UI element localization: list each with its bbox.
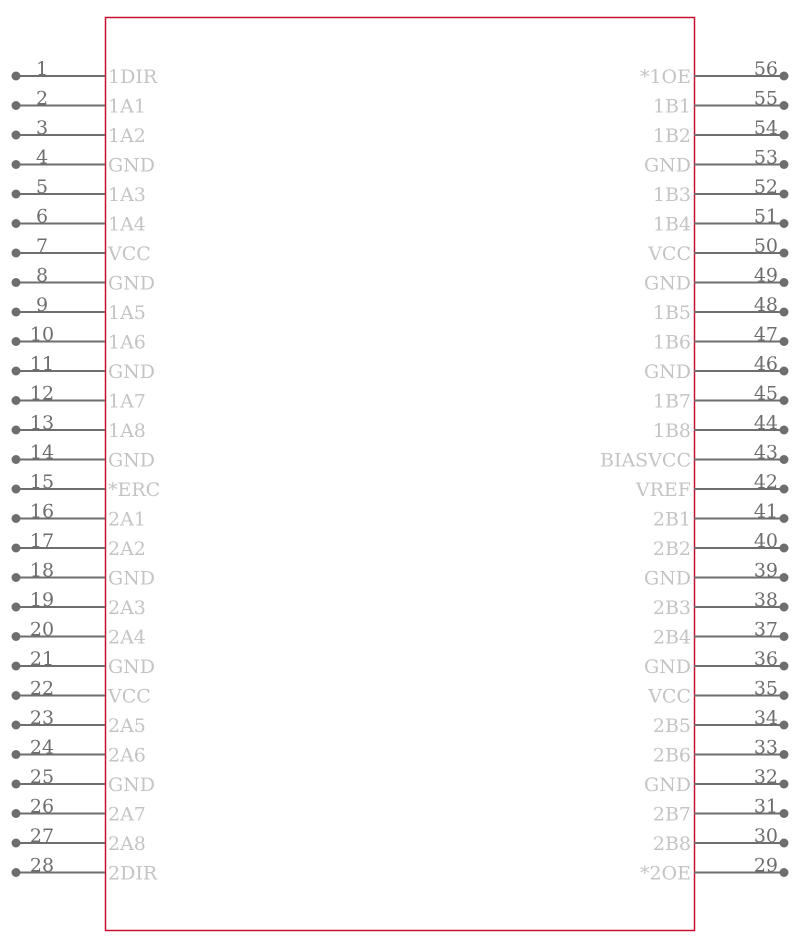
pin-name-label: 2B3 (652, 597, 691, 619)
pin-name-label: VREF (635, 479, 691, 501)
pin-endpoint-dot (12, 839, 21, 848)
pin-endpoint-dot (780, 249, 789, 258)
pin-endpoint-dot (780, 426, 789, 435)
pin-name-label: 2B2 (652, 538, 691, 560)
pin-number: 29 (753, 854, 778, 877)
pin-endpoint-dot (780, 750, 789, 759)
pin-number: 31 (753, 795, 778, 818)
pin-47 (653, 324, 789, 354)
pin-name-label: 1B7 (652, 390, 691, 413)
pin-endpoint-dot (12, 160, 21, 169)
pin-21 (12, 648, 156, 678)
pin-20 (12, 619, 146, 649)
left-pin-group (12, 58, 161, 885)
pin-name-label: GND (108, 656, 156, 678)
pin-16 (12, 501, 146, 531)
pin-number: 23 (29, 707, 55, 729)
pin-endpoint-dot (12, 750, 21, 759)
pin-25 (12, 766, 156, 796)
pin-number: 42 (753, 471, 778, 493)
pin-endpoint-dot (780, 721, 789, 730)
pin-32 (644, 766, 789, 796)
pin-endpoint-dot (780, 662, 789, 671)
pin-name-label: GND (643, 567, 691, 590)
pin-number: 35 (753, 677, 778, 700)
pin-endpoint-dot (12, 662, 21, 671)
pin-endpoint-dot (780, 337, 789, 346)
pin-name-label: 2A1 (108, 508, 146, 531)
pin-endpoint-dot (12, 219, 21, 228)
pin-35 (647, 678, 788, 708)
pin-endpoint-dot (12, 632, 21, 641)
pin-37 (653, 619, 789, 649)
pin-name-label: GND (643, 774, 691, 796)
pin-number: 11 (29, 353, 55, 375)
pin-number: 50 (753, 235, 778, 257)
pin-name-label: *1OE (639, 66, 691, 88)
pin-name-label: 1DIR (108, 66, 158, 88)
pin-number: 51 (753, 205, 778, 228)
pin-11 (12, 353, 156, 383)
pin-name-label: *2OE (639, 862, 691, 885)
pin-endpoint-dot (780, 573, 789, 582)
pin-name-label: 2A8 (108, 833, 146, 855)
pin-name-label: 2B6 (652, 744, 691, 767)
pin-endpoint-dot (780, 868, 789, 877)
pin-name-label: 2A4 (108, 626, 146, 649)
pin-endpoint-dot (780, 809, 789, 818)
pin-endpoint-dot (12, 544, 21, 553)
pin-27 (12, 825, 146, 855)
pin-14 (12, 442, 156, 472)
pin-endpoint-dot (12, 721, 21, 730)
pin-number: 39 (753, 559, 778, 582)
pin-number: 43 (753, 441, 778, 464)
pin-2 (12, 88, 146, 118)
pin-name-label: 1A7 (108, 390, 146, 413)
pin-endpoint-dot (780, 691, 789, 700)
pin-name-label: GND (108, 361, 156, 383)
pin-number: 54 (753, 117, 778, 139)
pin-number: 25 (29, 766, 55, 788)
pin-52 (653, 176, 789, 206)
pin-number: 27 (29, 825, 55, 847)
pin-33 (653, 737, 789, 767)
pin-51 (653, 206, 789, 236)
pin-number: 30 (753, 825, 778, 847)
pin-endpoint-dot (12, 780, 21, 789)
pin-28 (12, 855, 158, 885)
pin-number: 12 (29, 382, 55, 405)
pin-name-label: GND (108, 774, 156, 796)
pin-number: 49 (753, 264, 778, 287)
pin-endpoint-dot (780, 455, 789, 464)
pin-endpoint-dot (780, 780, 789, 789)
pin-12 (12, 383, 146, 413)
pin-17 (12, 530, 146, 560)
pin-number: 37 (753, 618, 778, 641)
pin-8 (12, 265, 156, 295)
pin-endpoint-dot (12, 485, 21, 494)
pin-endpoint-dot (12, 514, 21, 523)
pin-number: 6 (35, 205, 49, 228)
pin-18 (12, 560, 156, 590)
pin-name-label: 1B6 (652, 331, 691, 354)
pin-36 (644, 648, 789, 678)
pin-48 (653, 294, 789, 324)
pin-number: 5 (35, 176, 49, 198)
pin-endpoint-dot (12, 101, 21, 110)
pin-name-label: VCC (108, 685, 151, 708)
pin-number: 55 (753, 87, 778, 110)
pin-53 (644, 147, 789, 177)
pin-endpoint-dot (12, 396, 21, 405)
pin-endpoint-dot (780, 839, 789, 848)
pin-name-label: 2A6 (108, 744, 146, 767)
pin-number: 26 (29, 795, 55, 818)
pin-number: 56 (753, 58, 778, 80)
pin-number: 45 (753, 382, 778, 405)
pin-name-label: GND (108, 272, 156, 295)
pin-49 (644, 265, 789, 295)
pin-endpoint-dot (780, 308, 789, 317)
pin-number: 41 (753, 500, 778, 523)
pin-name-label: 2A2 (108, 538, 146, 560)
pin-endpoint-dot (12, 809, 21, 818)
pin-name-label: 1A8 (108, 420, 146, 442)
pin-endpoint-dot (780, 485, 789, 494)
pin-54 (653, 117, 789, 147)
pin-endpoint-dot (780, 101, 789, 110)
pin-name-label: GND (108, 449, 156, 472)
pin-endpoint-dot (12, 367, 21, 376)
pin-number: 46 (753, 353, 778, 375)
pin-42 (635, 471, 789, 501)
pin-number: 52 (753, 176, 778, 198)
pin-number: 15 (29, 471, 55, 493)
pin-number: 2 (35, 87, 49, 110)
pin-endpoint-dot (780, 278, 789, 287)
pin-number: 1 (35, 58, 49, 80)
pin-number: 20 (29, 618, 55, 641)
pin-endpoint-dot (780, 190, 789, 199)
pin-56 (640, 58, 789, 88)
pin-number: 33 (753, 736, 778, 759)
pin-endpoint-dot (780, 632, 789, 641)
pin-number: 13 (29, 412, 55, 434)
pin-24 (12, 737, 146, 767)
pin-endpoint-dot (12, 190, 21, 199)
pin-46 (644, 353, 789, 383)
pin-endpoint-dot (12, 691, 21, 700)
pin-41 (653, 501, 789, 531)
pin-number: 16 (29, 500, 55, 523)
pin-1 (12, 58, 158, 88)
pin-name-label: 2B5 (652, 715, 691, 737)
pin-name-label: VCC (648, 685, 691, 708)
pin-endpoint-dot (12, 868, 21, 877)
pin-7 (12, 235, 151, 265)
pin-name-label: VCC (648, 243, 691, 265)
pin-name-label: 2A3 (108, 597, 146, 619)
pin-endpoint-dot (12, 308, 21, 317)
pin-name-label: 1B3 (652, 184, 691, 206)
pin-44 (653, 412, 789, 442)
pin-name-label: 1B8 (652, 420, 691, 442)
pin-number: 14 (29, 441, 55, 464)
pin-3 (12, 117, 146, 147)
pin-6 (12, 206, 146, 236)
pin-name-label: 2DIR (108, 862, 158, 885)
pin-name-label: BIASVCC (599, 449, 691, 472)
pin-endpoint-dot (12, 278, 21, 287)
pin-name-label: GND (643, 272, 691, 295)
pin-name-label: 2B7 (652, 803, 691, 826)
pin-number: 34 (753, 707, 778, 729)
pin-endpoint-dot (780, 131, 789, 140)
pin-endpoint-dot (780, 72, 789, 81)
pin-38 (653, 589, 789, 619)
pin-name-label: 1B2 (652, 125, 691, 147)
pin-number: 9 (35, 294, 49, 316)
pin-endpoint-dot (780, 514, 789, 523)
pin-name-label: 1B1 (652, 95, 691, 118)
pin-22 (12, 678, 151, 708)
pin-number: 18 (29, 559, 55, 582)
pin-15 (12, 471, 161, 501)
pin-10 (12, 324, 146, 354)
pin-endpoint-dot (12, 131, 21, 140)
pin-name-label: 1A5 (108, 302, 146, 324)
pin-number: 8 (35, 264, 49, 287)
pin-34 (653, 707, 789, 737)
pin-endpoint-dot (780, 219, 789, 228)
pin-endpoint-dot (780, 603, 789, 612)
pin-55 (653, 88, 789, 118)
pin-name-label: VCC (108, 243, 151, 265)
pin-name-label: 1A3 (108, 184, 146, 206)
pin-number: 21 (29, 648, 55, 670)
pin-50 (647, 235, 788, 265)
pin-endpoint-dot (12, 426, 21, 435)
pin-number: 19 (29, 589, 55, 611)
pin-name-label: 1A2 (108, 125, 146, 147)
pin-number: 24 (29, 736, 55, 759)
pin-endpoint-dot (12, 603, 21, 612)
pin-5 (12, 176, 146, 206)
pin-number: 36 (753, 648, 778, 670)
pin-endpoint-dot (12, 72, 21, 81)
pin-name-label: GND (108, 567, 156, 590)
pin-name-label: 2A5 (108, 715, 146, 737)
pin-number: 40 (753, 530, 778, 552)
pin-endpoint-dot (780, 396, 789, 405)
pin-31 (653, 796, 789, 826)
pin-name-label: 2B1 (652, 508, 691, 531)
pin-number: 38 (753, 589, 778, 611)
pin-9 (12, 294, 146, 324)
pin-30 (653, 825, 789, 855)
pin-name-label: *ERC (108, 479, 161, 501)
pin-number: 47 (753, 323, 778, 346)
pin-name-label: 1A6 (108, 331, 146, 354)
pin-name-label: GND (643, 154, 691, 177)
pin-endpoint-dot (12, 337, 21, 346)
pin-40 (653, 530, 789, 560)
pin-number: 44 (753, 412, 778, 434)
pin-number: 28 (29, 854, 55, 877)
pin-endpoint-dot (12, 573, 21, 582)
pin-endpoint-dot (780, 367, 789, 376)
pin-name-label: GND (643, 361, 691, 383)
pin-name-label: 1B5 (652, 302, 691, 324)
pin-39 (644, 560, 789, 590)
pin-endpoint-dot (12, 455, 21, 464)
pin-name-label: GND (643, 656, 691, 678)
pin-number: 7 (35, 235, 49, 257)
pin-name-label: 2A7 (108, 803, 146, 826)
pin-name-label: 1B4 (652, 213, 691, 236)
pin-45 (653, 383, 789, 413)
pin-19 (12, 589, 146, 619)
pin-13 (12, 412, 146, 442)
pin-number: 4 (35, 146, 49, 169)
pin-number: 10 (29, 323, 55, 346)
pin-name-label: 2B4 (652, 626, 691, 649)
pin-number: 48 (753, 294, 778, 316)
pin-endpoint-dot (780, 544, 789, 553)
pin-number: 32 (753, 766, 778, 788)
pin-number: 53 (753, 146, 778, 169)
pin-4 (12, 147, 156, 177)
pin-23 (12, 707, 146, 737)
pin-number: 17 (29, 530, 55, 552)
pin-29 (640, 855, 789, 885)
pin-name-label: GND (108, 154, 156, 177)
pin-name-label: 2B8 (652, 833, 691, 855)
pin-name-label: 1A1 (108, 95, 146, 118)
pin-number: 22 (29, 677, 55, 700)
ic-body-outline (106, 18, 695, 931)
pin-name-label: 1A4 (108, 213, 146, 236)
pin-number: 3 (35, 117, 49, 139)
pin-26 (12, 796, 146, 826)
pin-endpoint-dot (780, 160, 789, 169)
pin-endpoint-dot (12, 249, 21, 258)
